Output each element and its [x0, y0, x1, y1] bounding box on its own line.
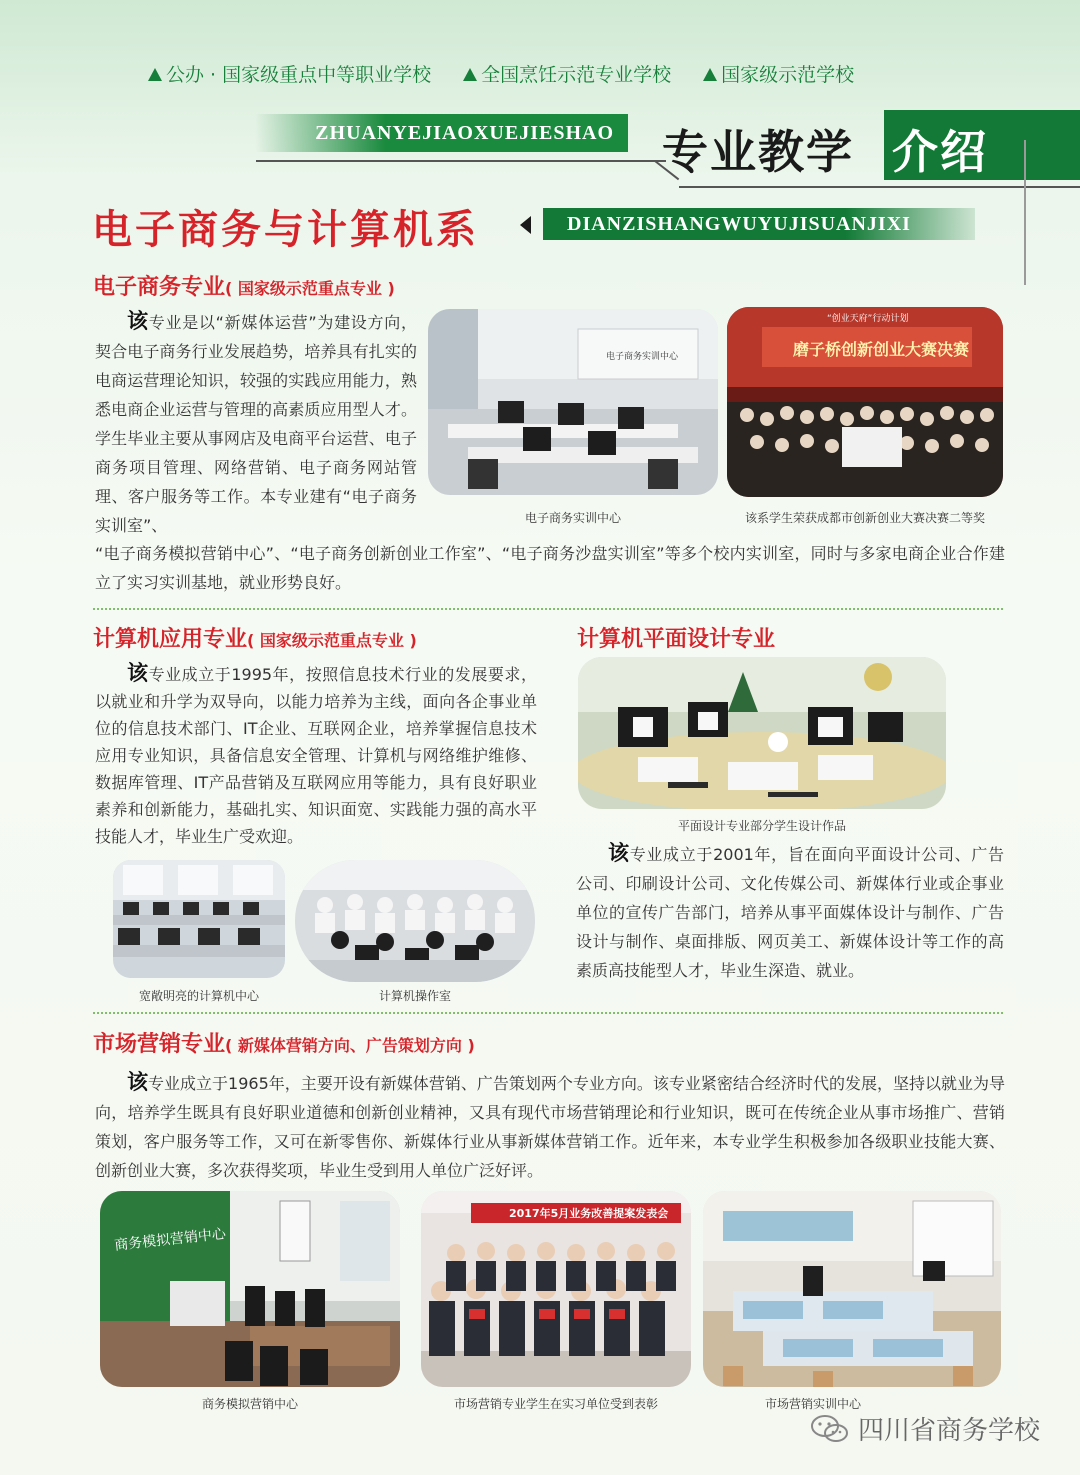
- photo-sign: 电子商务实训中心: [606, 352, 679, 362]
- caption: 商务模拟营销中心: [201, 1397, 298, 1411]
- photo-award-banner: 2017年5月业务改善提案发表会: [509, 1207, 669, 1220]
- computer-app-text: 该专业成立于1995年，按照信息技术行业的发展要求，以就业和升学为双导向，以能力培养为主线，面向各企事业单位的信息技术部门、IT企业、互联网企业，培养掌握信息技术应用专业知识，具备信息安全管理、计算机与网络维护维修、数据库管理、IT产品营销及互联网应用等能力，具有良好职业素养和创新能力，基础扎实、知识面宽、实践能力强的高水平技能人才，毕业生广受欢迎。: [95, 661, 537, 846]
- caption: 计算机操作室: [378, 989, 451, 1003]
- watermark-text: 四川省商务学校: [858, 1416, 1041, 1446]
- photo-marketing-lab: [703, 1191, 1001, 1387]
- photo-computer-room: [295, 860, 535, 982]
- graphic-design-text: 该专业成立于2001年，旨在面向平面设计公司、广告公司、印刷设计公司、文化传媒公司、新媒体行业或企事业单位的宣传广告部门，培养从事平面媒体设计与制作、广告设计与制作、桌面排版、网页美工、新媒体设计等工作的高素质高技能型人才，毕业生深造、就业。: [576, 841, 1004, 980]
- ecommerce-text: 该专业是以“新媒体运营”为建设方向，契合电子商务行业发展趋势，培养具有扎实的电商运营理论知识，较强的实践应用能力，熟悉电商企业运营与管理的高素质应用型人才。学生毕业主要从事网店及电商平台运营、电子商务项目管理、网络营销、电子商务网站管理、客户服务等工作。本专业建有“电子商务实训室”、: [95, 309, 417, 535]
- photo-marketing-center: [100, 1191, 400, 1387]
- top-tag: 全国烹饪示范专业学校: [463, 60, 671, 87]
- photo-ecommerce-lab: [428, 309, 718, 495]
- section-title-marketing: 市场营销专业( 新媒体营销方向、广告策划方向 ): [93, 1032, 475, 1057]
- header-pinyin: ZHUANYEJIAOXUEJIESHAO: [255, 114, 628, 152]
- divider-line: [256, 160, 666, 162]
- section-divider: [93, 608, 1003, 610]
- section-title-graphic-design: 计算机平面设计专业: [577, 627, 776, 652]
- top-tag: 公办 · 国家级重点中等职业学校: [148, 60, 431, 87]
- triangle-icon: [148, 68, 162, 81]
- marketing-text: 该专业成立于1965年，主要开设有新媒体营销、广告策划两个专业方向。该专业紧密结合经济时代的发展，坚持以就业为导向，培养学生既具有良好职业道德和创新创业精神，又具有现代市场营销理论和行业知识，既可在传统企业从事市场推广、营销策划，客户服务等工作，又可在新零售你、新媒体行业从事新媒体营销工作。近年来，本专业学生积极参加各级职业技能大赛、创新创业大赛，多次获得奖项，毕业生受到用人单位广泛好评。: [95, 1070, 1005, 1180]
- triangle-icon: [703, 68, 717, 81]
- caption: 市场营销实训中心: [764, 1397, 861, 1411]
- section-divider: [93, 1012, 1003, 1014]
- photo-design-works: [578, 657, 946, 809]
- ecommerce-text-cont: “电子商务模拟营销中心”、“电子商务创新创业工作室”、“电子商务沙盘实训室”等多个校内实训室，同时与多家电商企业合作建立了实习实训基地，就业形势良好。: [95, 544, 1005, 592]
- caption: 平面设计专业部分学生设计作品: [677, 819, 846, 833]
- page-title-main: 专业教学: [662, 125, 854, 179]
- photo-stage-banner: 磨子桥创新创业大赛决赛: [793, 340, 970, 359]
- photo-computer-center: [113, 860, 285, 978]
- wechat-icon: [810, 1414, 850, 1444]
- caption: 宽敞明亮的计算机中心: [138, 989, 259, 1003]
- photo-contest: [727, 307, 1003, 497]
- department-pinyin: DIANZISHANGWUYUJISUANJIXI: [543, 208, 975, 240]
- divider-line: [679, 186, 1080, 188]
- triangle-icon: [463, 68, 477, 81]
- photo-award: [421, 1191, 691, 1387]
- watermark: [810, 1410, 1040, 1447]
- vertical-rule: [1024, 140, 1026, 285]
- caption: 市场营销专业学生在实习单位受到表彰: [453, 1397, 658, 1411]
- caption: 电子商务实训中心: [524, 511, 621, 525]
- department-title: 电子商务与计算机系: [92, 207, 479, 253]
- caption: 该系学生荣获成都市创新创业大赛决赛二等奖: [744, 511, 985, 525]
- section-title-ecommerce: 电子商务专业( 国家级示范重点专业 ): [93, 275, 395, 300]
- top-tag: 国家级示范学校: [703, 60, 854, 87]
- page-title-accent: 介绍: [892, 125, 988, 179]
- photo-stage-top: “创业天府”行动计划: [827, 314, 909, 324]
- top-tags: [148, 60, 968, 87]
- photo-sign: 商务模拟营销中心: [113, 1226, 227, 1254]
- section-title-computer-app: 计算机应用专业( 国家级示范重点专业 ): [93, 627, 417, 652]
- arrow-left-icon: [520, 216, 531, 234]
